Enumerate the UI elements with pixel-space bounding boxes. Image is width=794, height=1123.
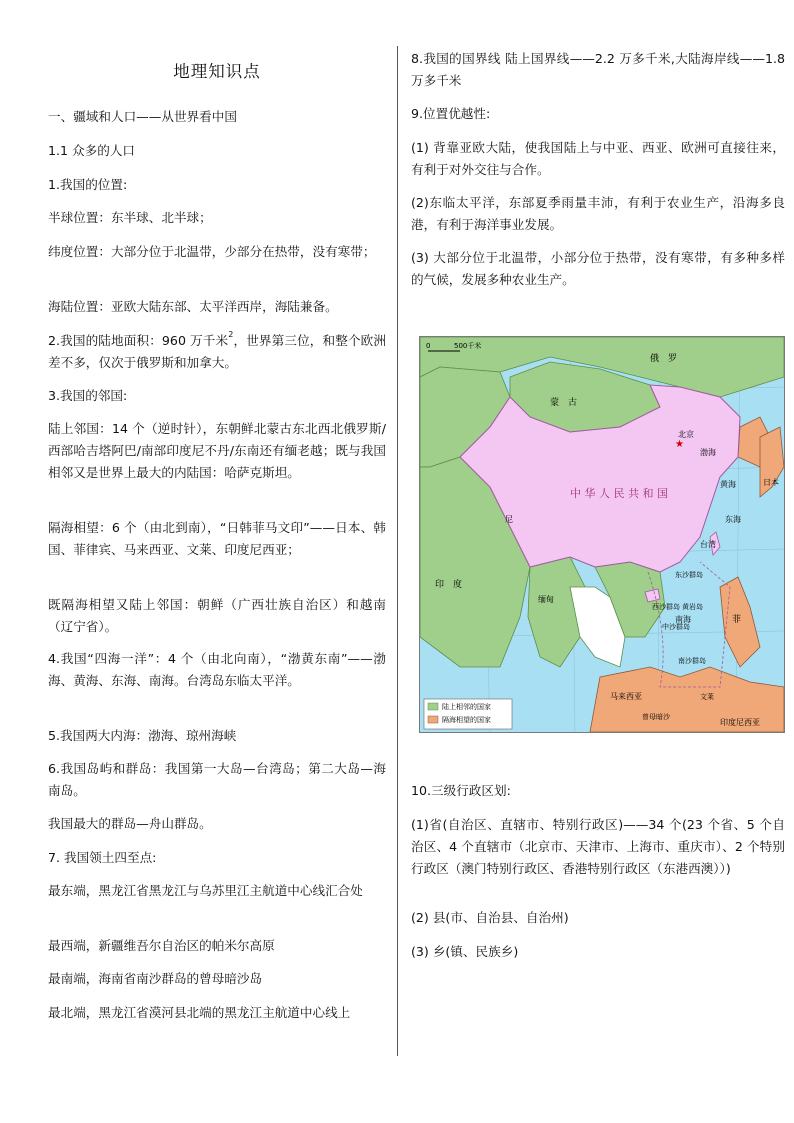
china-label: 中 华 人 民 共 和 国 bbox=[570, 487, 668, 500]
extremes-heading: 7. 我国领土四至点: bbox=[48, 850, 157, 865]
malaysia-label: 马来西亚 bbox=[610, 692, 642, 701]
item-location-heading: 1.我国的位置: bbox=[48, 177, 128, 192]
subsection-heading: 1.1 众多的人口 bbox=[48, 143, 136, 158]
legend-land-label: 陆上相邻的国家 bbox=[442, 703, 491, 711]
dongsha-label: 东沙群岛 bbox=[675, 571, 703, 579]
area-text: 2.我国的陆地面积：960 万千米$^2$，世界第三位，和整个欧洲差不多，仅次于俄罗斯和加拿大。 bbox=[48, 330, 386, 370]
south-extreme-text: 最南端，海南省南沙群岛的曾母暗沙岛 bbox=[48, 971, 263, 986]
huangyan-label: 黄岩岛 bbox=[682, 603, 703, 611]
legend-sea-label: 隔海相望的国家 bbox=[442, 716, 491, 724]
scale-label: 500千米 bbox=[454, 342, 482, 350]
advantage-1-text: (1) 背靠亚欧大陆，使我国陆上与中亚、西亚、欧洲可直接往来，有利于对外交往与合作。 bbox=[411, 140, 785, 177]
mongolia-label: 蒙 古 bbox=[550, 398, 578, 408]
admin-level-2-text: (2) 县(市、自治县、自治州) bbox=[411, 910, 569, 925]
sea-land-text: 海陆位置：亚欧大陆东部、太平洋西岸，海陆兼备。 bbox=[48, 299, 338, 314]
nansha-label: 南沙群岛 bbox=[678, 657, 706, 665]
zhongsha-label: 中沙群岛 bbox=[662, 623, 690, 631]
admin-heading: 10.三级行政区划: bbox=[411, 783, 511, 798]
north-extreme-text: 最北端，黑龙江省漠河县北端的黑龙江主航道中心线上 bbox=[48, 1005, 351, 1020]
japan-label: 日本 bbox=[763, 478, 779, 487]
advantage-3-text: (3) 大部分位于北温带，小部分位于热带，没有寒带，有多种多样的气候，发展多种农业生产。 bbox=[411, 250, 785, 287]
scale-zero: 0 bbox=[426, 342, 431, 350]
bohai-label: 渤海 bbox=[700, 448, 716, 457]
beijing-label: 北京 bbox=[678, 430, 694, 439]
archipelago-text: 我国最大的群岛—舟山群岛。 bbox=[48, 816, 212, 831]
west-extreme-text: 最西端，新疆维吾尔自治区的帕米尔高原 bbox=[48, 938, 275, 953]
yellow-sea-label: 黄海 bbox=[720, 480, 736, 489]
nepal-label: 尼 bbox=[505, 515, 513, 524]
xisha-label: 西沙群岛 bbox=[652, 603, 680, 611]
china-neighbors-map bbox=[419, 336, 785, 733]
east-sea-label: 东海 bbox=[725, 515, 741, 524]
latitude-text: 纬度位置：大部分位于北温带，少部分在热带，没有寒带； bbox=[48, 244, 376, 259]
neighbors-heading: 3.我国的邻国: bbox=[48, 388, 128, 403]
four-seas-text: 4.我国“四海一洋”：4 个（由北向南），“渤黄东南”——渤海、黄海、东海、南海。台湾岛东临太平洋。 bbox=[48, 651, 386, 688]
admin-level-1-text: (1)省(自治区、直辖市、特别行政区)——34 个(23 个省、5 个自治区、4 个直辖市（北京市、天津市、上海市、重庆市）、2 个特别行政区（澳门特别行政区、香港特别行政区（东港西澳））) bbox=[411, 817, 785, 876]
advantages-heading: 9.位置优越性: bbox=[411, 106, 491, 121]
sea-neighbors-text: 隔海相望：6 个（由北到南），“日韩菲马文印”——日本、韩国、菲律宾、马来西亚、文莱、印度尼西亚； bbox=[48, 520, 386, 557]
inner-seas-text: 5.我国两大内海：渤海、琼州海峡 bbox=[48, 728, 237, 743]
column-divider bbox=[397, 46, 398, 1056]
myanmar-label: 缅甸 bbox=[538, 595, 554, 604]
admin-level-3-text: (3) 乡(镇、民族乡) bbox=[411, 944, 519, 959]
brunei-label: 文莱 bbox=[700, 693, 714, 701]
beijing-star-icon: ★ bbox=[675, 439, 684, 450]
russia-label: 俄 罗 bbox=[650, 354, 678, 364]
south-sea-label: 南海 bbox=[675, 615, 691, 624]
philippines-label: 菲 bbox=[732, 615, 742, 625]
hemisphere-text: 半球位置：东半球、北半球； bbox=[48, 210, 212, 225]
land-neighbors-text: 陆上邻国：14 个（逆时针），东朝鲜北蒙古东北西北俄罗斯/西部哈吉塔阿巴/南部印度尼不丹/东南还有缅老越；既与我国相邻又是世界上最大的内陆国：哈萨克斯坦。 bbox=[48, 421, 386, 480]
borders-text: 8.我国的国界线 陆上国界线——2.2 万多千米,大陆海岸线——1.8 万多千米 bbox=[411, 51, 785, 88]
legend-land-swatch bbox=[428, 703, 438, 710]
zengmu-label: 曾母暗沙 bbox=[642, 713, 670, 721]
indonesia-label: 印度尼西亚 bbox=[720, 718, 760, 727]
page-title: 地理知识点 bbox=[173, 62, 261, 81]
both-neighbors-text: 既隔海相望又陆上邻国：朝鲜（广西壮族自治区）和越南（辽宁省）。 bbox=[48, 597, 386, 634]
legend-sea-swatch bbox=[428, 716, 438, 723]
india-label: 印 度 bbox=[435, 580, 463, 590]
taiwan-label: 台湾 bbox=[700, 540, 716, 549]
islands-text: 6.我国岛屿和群岛：我国第一大岛—台湾岛；第二大岛—海南岛。 bbox=[48, 761, 386, 798]
east-extreme-text: 最东端，黑龙江省黑龙江与乌苏里江主航道中心线汇合处 bbox=[48, 883, 363, 898]
section-heading: 一、疆域和人口——从世界看中国 bbox=[48, 109, 237, 124]
advantage-2-text: (2)东临太平洋，东部夏季雨量丰沛，有利于农业生产，沿海多良港，有利于海洋事业发展。 bbox=[411, 195, 785, 232]
